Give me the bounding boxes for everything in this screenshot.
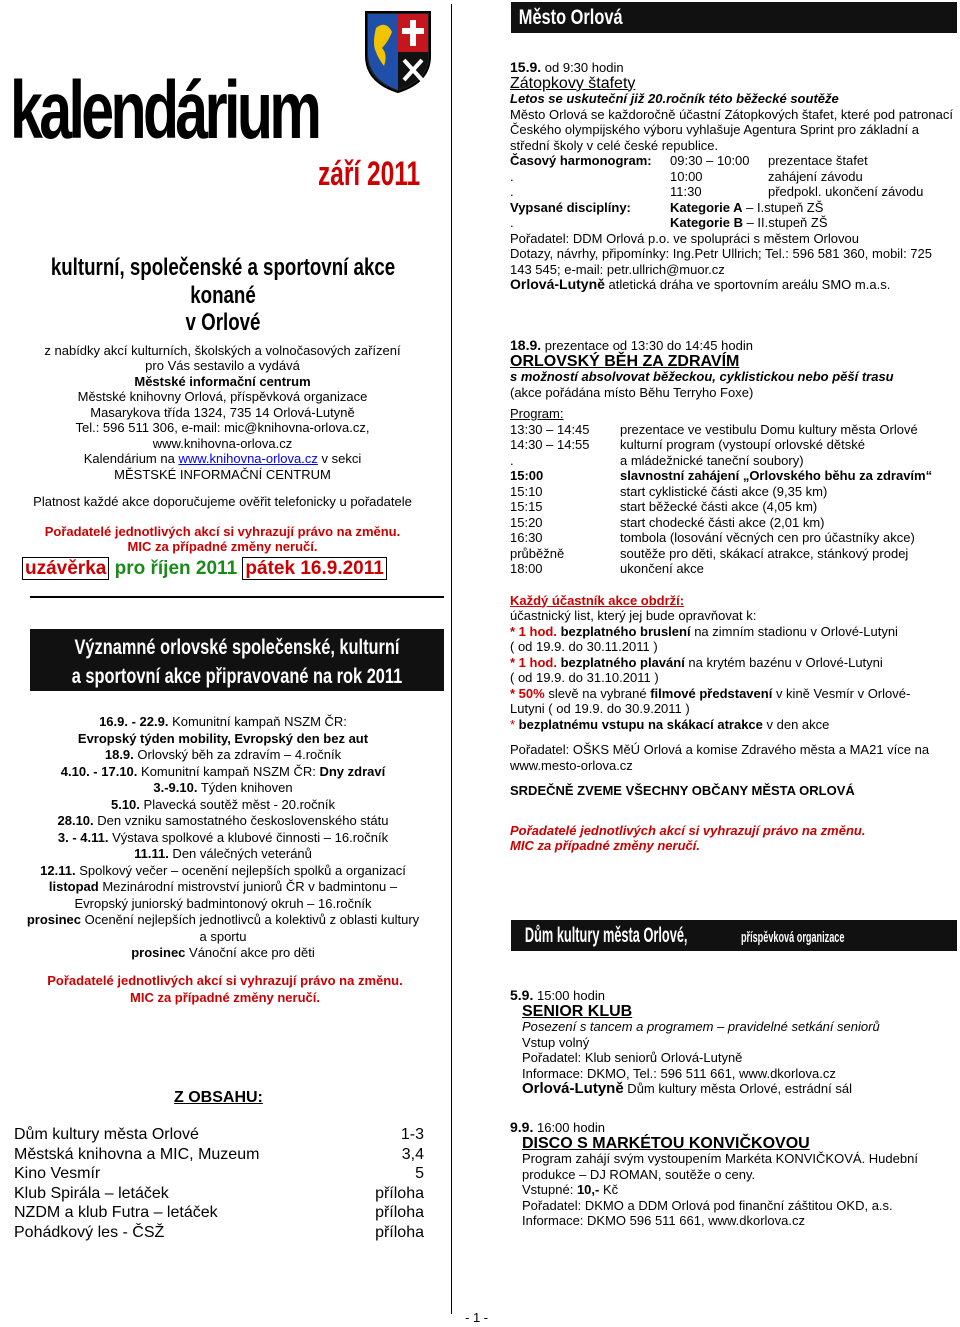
calendar-title: kalendárium <box>10 65 319 156</box>
disco-title: DISCO S MARKÉTOU KONVIČKOVOU <box>522 1134 810 1152</box>
toc-item: Kino Vesmír 5 <box>14 1165 424 1182</box>
calendar-month: září 2011 <box>318 155 421 193</box>
senior-title: SENIOR KLUB <box>522 1002 633 1020</box>
toc-item: Klub Spirála – letáček příloha <box>14 1184 424 1202</box>
event-row: Evropský juniorský badmintonový okruh – 16.ročník <box>74 895 372 911</box>
coat-of-arms-icon <box>362 8 434 94</box>
event-row: 11.11. Den válečných veteránů <box>134 846 312 861</box>
event-row: 12.11. Spolkový večer – ocenění nejlepších spolků a organizací <box>40 862 406 878</box>
rights-note-events: Pořadatelé jednotlivých akcí si vyhrazují právo na změnu. MIC za případné změny neručí. <box>47 973 403 1005</box>
event-row: 5.10. Plavecká soutěž měst - 20.ročník <box>110 796 335 812</box>
event-row: 4.10. - 17.10. Komunitní kampaň NSZM ČR: Dny zdraví <box>60 763 386 779</box>
column-divider <box>451 4 452 1314</box>
liability-note: MIC za případné změny neručí. <box>127 539 318 555</box>
website-link[interactable]: www.knihovna-orlova.cz <box>178 451 318 467</box>
disco-section: 9.9. 16:00 hodin DISCO S MARKÉTOU KONVIČKOVOU Program zahájí svým vystoupením Markéta KONVIČKOVÁ. Hudební produkce – DJ ROMAN, soutěže o ceny. Vstupné: 10,- Kč Pořadatel: DKMO a DDM Orlová pod finanční záštitou OKD, a.s. Informace: DKMO 596 511 661, www.dkorlova.cz <box>510 1120 955 1229</box>
event-row: prosinec Vánoční akce pro děti <box>131 945 315 960</box>
beh-title: ORLOVSKÝ BĚH ZA ZDRAVÍM <box>510 352 740 370</box>
event-row: prosinec Ocenění nejlepších jednotlivců a kolektivů z oblasti kultury <box>26 912 420 927</box>
deadline-label: uzávěrka <box>22 557 109 580</box>
events-banner: Významné orlovské společenské, kulturní a sportovní akce připravované na rok 2011 <box>30 629 444 691</box>
dk-banner: Dům kultury města Orlové, příspěvková organizace <box>511 920 957 951</box>
zatopek-title: Zátopkovy štafety <box>510 74 636 92</box>
beh-program: 13:30 – 14:45 prezentace ve vestibulu Domu kultury města Orlové 14:30 – 14:55 kulturní program (vystoupí orlovské dětské . a mládežnické taneční soubory) 15:00 slavnostní zahájení „Orlovského běhu za zdravím“ 15:10 start cyklistické části akce (9,35 km) 15:15 start běžecké části akce (4,05 km) 15:20 start chodecké části akce (2,01 km) 16:30 tombola (losování věcných cen pro účastníky akce) průběžně soutěže pro děti, skákací atrakce, stánkový prodej 18:00 ukončení akce <box>510 421 933 576</box>
event-row: 3.-9.10. Týden knihoven <box>153 780 293 795</box>
rights-note: Pořadatelé jednotlivých akcí si vyhrazují právo na změnu. <box>44 523 401 539</box>
event-row: listopad Mezinárodní mistrovství juniorů ČR v badmintonu – <box>48 879 398 894</box>
toc-item: Městská knihovna a MIC, Muzeum 3,4 <box>14 1145 424 1163</box>
intro-block <box>20 254 425 555</box>
page-number: - 1 - <box>465 1310 489 1325</box>
deadline-date: pátek 16.9.2011 <box>242 557 386 580</box>
city-banner: Město Orlová <box>511 2 957 33</box>
event-row: Evropský týden mobility, Evropský den bez aut <box>77 730 369 746</box>
toc-item: Pohádkový les - ČSŽ příloha <box>14 1223 424 1241</box>
event-row: 3. - 4.11. Výstava spolkové a klubové činnosti – 16.ročník <box>57 829 389 845</box>
table-of-contents <box>14 1125 424 1242</box>
toc-item: NZDM a klub Futra – letáček příloha <box>14 1204 424 1221</box>
invite-line: SRDEČNĚ ZVEME VŠECHNY OBČANY MĚSTA ORLOVÁ <box>510 783 855 798</box>
zatopek-section: 15.9. od 9:30 hodin Zátopkovy štafety Letos se uskuteční již 20.ročník této běžecké soutěže Město Orlová se každoročně účastní Zátopkových štafet, které pod patronací Českého olympijského výboru vyhlašuje Agentura Sprint pro základní a střední školy v celé české republice. Časový harmonogram: 09:30 – 10:00 prezentace štafet . 10:00 zahájení závodu . 11:30 předpokl. ukončení závodu Vypsané disciplíny: Kategorie A – I.stupeň ZŠ . Kategorie B – II.stupeň ZŠ Pořadatel: DDM Orlová p.o. ve spolupráci s městem Orlovou Dotazy, návrhy, připomínky: Ing.Petr Ullrich; Tel.: 596 581 360, mobil: 725 143 545; e-mail: petr.ullrich@muor.cz Orlová-Lutyně atletická dráha ve sportovním areálu SMO m.a.s. <box>510 60 955 293</box>
senior-section: 5.9. 15:00 hodin SENIOR KLUB Posezení s tancem a programem – pravidelné setkání seniorů Vstup volný Pořadatel: Klub seniorů Orlová-Lutyně Informace: DKMO, Tel.: 596 511 661, www.dkorlova.cz Orlová-Lutyně Dům kultury města Orlové, estrádní sál <box>510 988 955 1097</box>
divider-line <box>30 596 444 598</box>
publisher-name: Městské informační centrum <box>134 373 311 389</box>
intro-subhead: kulturní, společenské a sportovní akce konané v Orlové <box>50 254 396 337</box>
intro-text: z nabídky akcí kulturních, školských a volnočasových zařízení pro Vás sestavilo a vydává Městské informační centrum Městské knihovny Orlová, příspěvková organizace Masarykova třída 1324, 735 14 Orlová-Lutyně Tel.: 596 511 306, e-mail: mic@knihovna-orlova.cz, www.knihovna-orlova.cz Kalendárium na www.knihovna-orlova.cz v sekci MĚSTSKÉ INFORMAČNÍ CENTRUM Platnost každé akce doporučujeme ověřit telefonicky u pořadatele Pořadatelé jednotlivých akcí si vyhrazují právo na změnu. MIC za případné změny neručí. <box>20 343 425 555</box>
event-row: 18.9. Orlovský běh za zdravím – 4.ročník <box>104 747 342 762</box>
event-row: 28.10. Den vzniku samostatného československého státu <box>57 813 389 828</box>
events-list <box>8 714 438 962</box>
toc-item: Dům kultury města Orlové 1-3 <box>14 1126 424 1143</box>
toc-title: Z OBSAHU: <box>174 1089 263 1106</box>
event-row: a sportu <box>199 928 247 944</box>
event-row: 16.9. - 22.9. Komunitní kampaň NSZM ČR: <box>99 714 347 729</box>
beh-section: 18.9. prezentace od 13:30 do 14:45 hodin ORLOVSKÝ BĚH ZA ZDRAVÍM s možností absolvovat běžeckou, cyklistickou nebo pěší trasu (akce pořádána místo Běhu Terryho Foxe) Program: 13:30 – 14:45 prezentace ve vestibulu Domu kultury města Orlové 14:30 – 14:55 kulturní program (vystoupí orlovské dětské . a mládežnické taneční soubory) 15:00 slavnostní zahájení „Orlovského běhu za zdravím“ 15:10 start cyklistické části akce (9,35 km) 15:15 start běžecké části akce (4,05 km) 15:20 start chodecké části akce (2,01 km) 16:30 tombola (losování věcných cen pro účastníky akce) průběžně soutěže pro děti, skákací atrakce, stánkový prodej 18:00 ukončení akce Každý účastník akce obdrží: účastnický list, který jej bude opravňovat k: * 1 hod. bezplatného bruslení na zimním stadionu v Orlové-Lutyni ( od 19.9. do 30.11.2011 ) * 1 hod. bezplatného plavání na krytém bazénu v Orlové-Lutyni ( od 19.9. do 31.10.2011 ) * 50% slevě na vybrané filmové představení v kině Vesmír v Orlové- Lutyni ( od 19.9. do 30.9.2011 ) * bezplatnému vstupu na skákací atrakce v den akce Pořadatel: OŠKS MěÚ Orlová a komise Zdravého města a MA21 více na www.mesto-orlova.cz SRDEČNĚ ZVEME VŠECHNY OBČANY MĚSTA ORLOVÁ Pořadatelé jednotlivých akcí si vyhrazují právo na změnu. MIC za případné změny neručí. <box>510 338 955 854</box>
validity-note: Platnost každé akce doporučujeme ověřit telefonicky u pořadatele <box>33 494 412 510</box>
deadline-line: uzávěrka pro říjen 2011 pátek 16.9.2011 <box>22 558 387 580</box>
calendar-online-line: Kalendárium na www.knihovna-orlova.cz v sekci <box>83 451 362 467</box>
